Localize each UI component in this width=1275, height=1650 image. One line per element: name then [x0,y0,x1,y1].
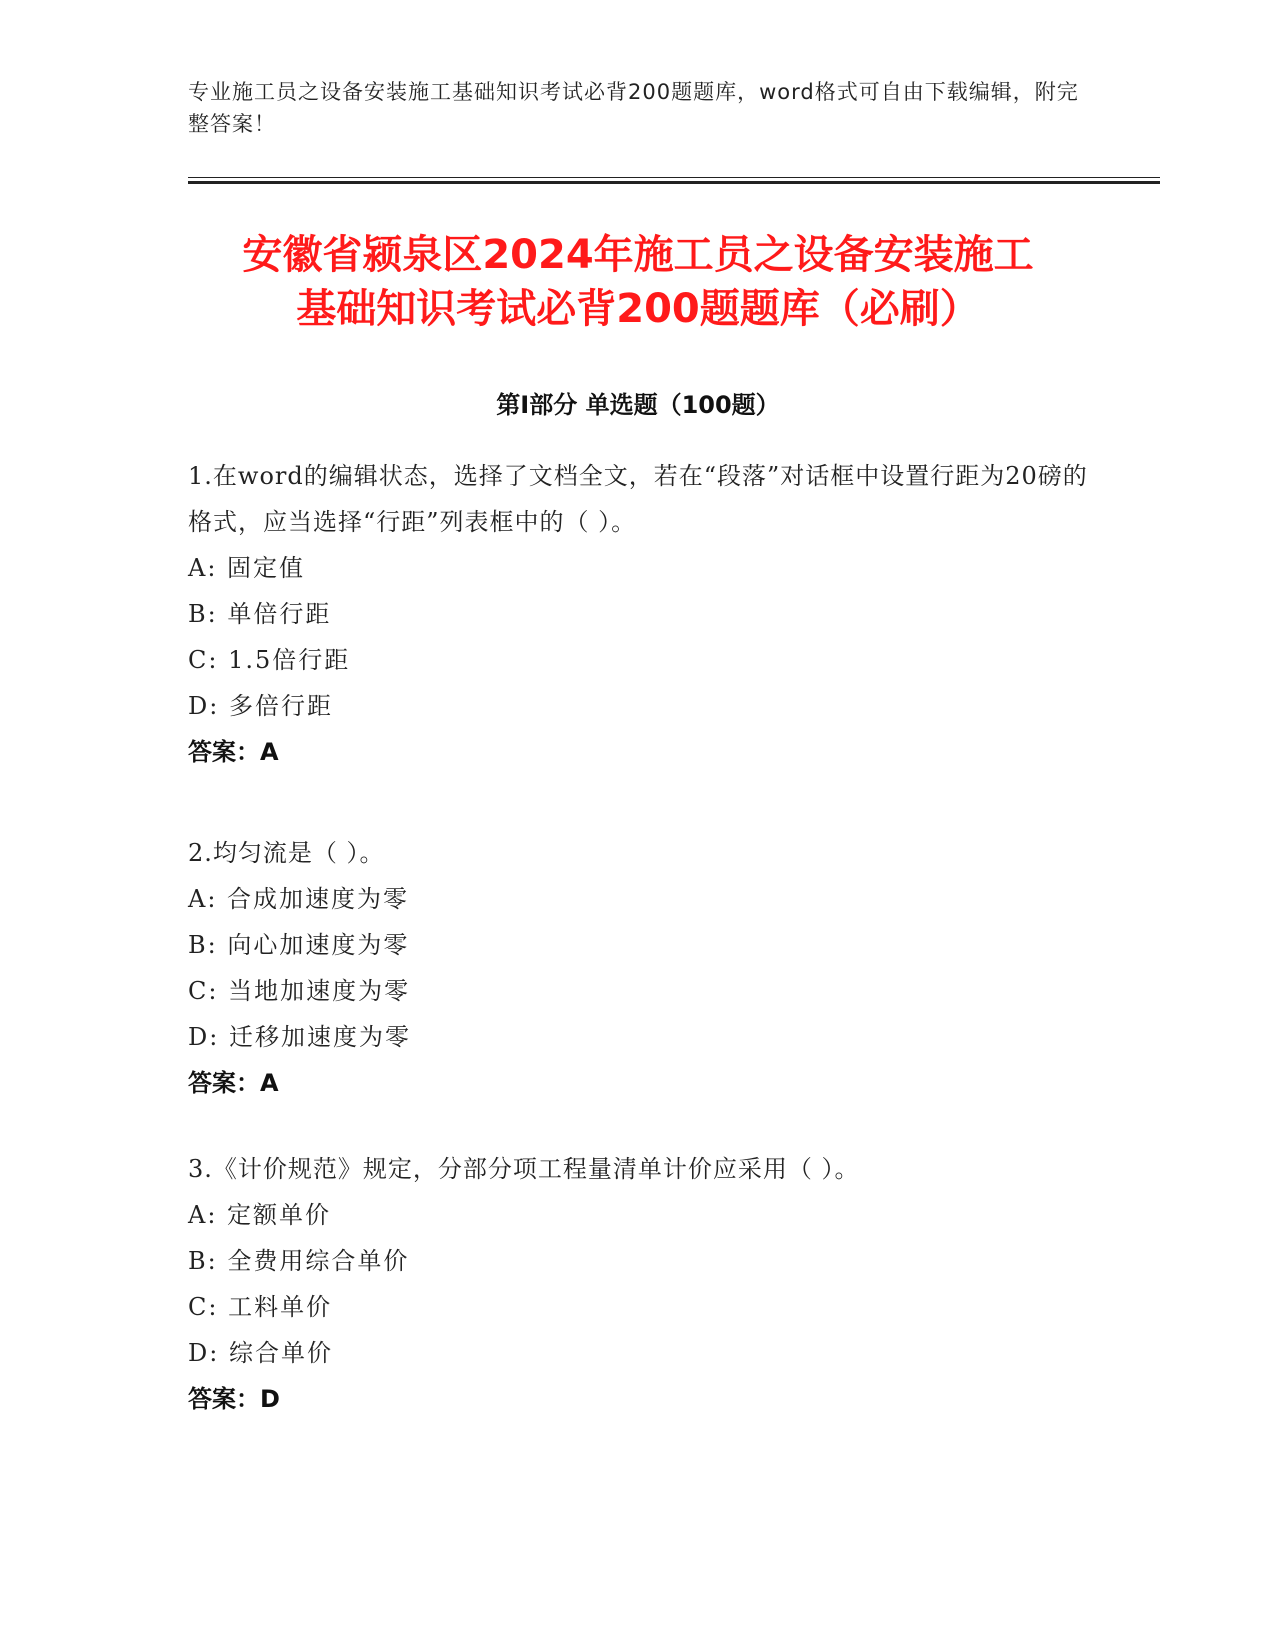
option-a: A: 定额单价 [188,1201,332,1229]
document-title-line-1: 安徽省颍泉区2024年施工员之设备安装施工 [242,232,1034,278]
option-b: B: 单倍行距 [188,600,332,628]
option-d: D: 综合单价 [188,1339,333,1367]
option-c: C: 当地加速度为零 [188,977,411,1005]
option-c: C: 工料单价 [188,1293,333,1321]
header-note: 专业施工员之设备安装施工基础知识考试必背200题题库，word格式可自由下载编辑，附完整答案！ [188,80,1079,136]
option-d: D: 迁移加速度为零 [188,1023,411,1051]
question-stem: 2.均匀流是（ ）。 [188,839,385,867]
option-b: B: 向心加速度为零 [188,931,410,959]
question-1 [188,453,1088,775]
question-stem: 3.《计价规范》规定，分部分项工程量清单计价应采用（ ）。 [188,1155,860,1183]
question-2 [188,830,1088,1106]
answer-line: 答案：A [188,738,279,766]
answer-line: 答案：D [188,1385,280,1413]
header-divider-thick [188,181,1160,184]
question-3 [188,1146,1088,1422]
section-heading: 第Ⅰ部分 单选题（100题） [496,391,780,419]
answer-line: 答案：A [188,1069,279,1097]
document-title [188,228,1088,336]
document-title-line-2: 基础知识考试必背200题题库（必刷） [296,286,980,332]
option-a: A: 固定值 [188,554,306,582]
option-b: B: 全费用综合单价 [188,1247,410,1275]
question-stem: 1.在word的编辑状态，选择了文档全文，若在“段落”对话框中设置行距为20磅的格式，应当选择“行距”列表框中的（ ）。 [188,462,1088,536]
option-c: C: 1.5倍行距 [188,646,351,674]
option-d: D: 多倍行距 [188,692,333,720]
header-divider-thin [188,177,1160,178]
option-a: A: 合成加速度为零 [188,885,410,913]
